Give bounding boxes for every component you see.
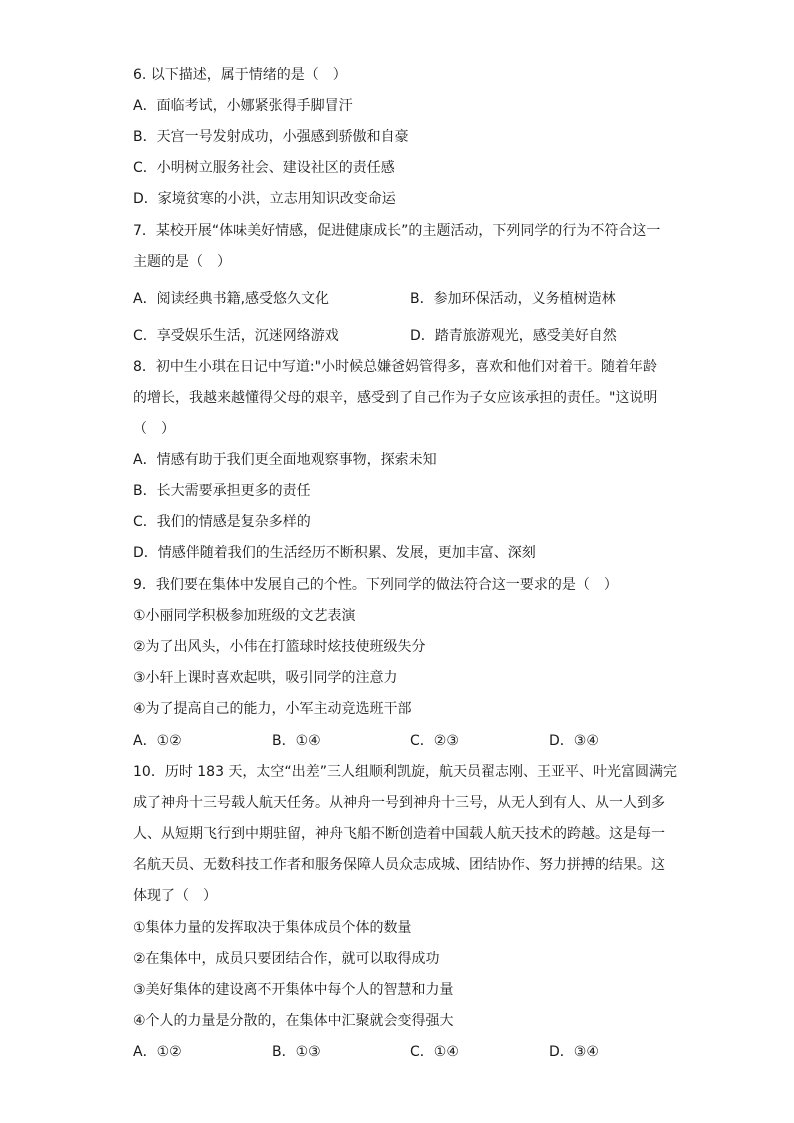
question-9-option-a: A．①② xyxy=(133,733,182,749)
question-10-stem-line-3: 人、从短期飞行到中期驻留，神舟飞船不断创造着中国载人航天技术的跨越。这是每一 xyxy=(133,826,665,842)
question-7-option-b: B．参加环保活动，义务植树造林 xyxy=(410,291,616,307)
question-10-item-4: ④个人的力量是分散的，在集体中汇聚就会变得强大 xyxy=(133,1013,454,1029)
question-10-option-a: A．①② xyxy=(133,1044,182,1060)
question-8-stem-line-2: 的增长，我越来越懂得父母的艰辛，感受到了自己作为子女应该承担的责任。"这说明 xyxy=(133,390,658,406)
question-10-option-b: B．①③ xyxy=(272,1044,321,1060)
question-6-option-d: D．家境贫寒的小洪，立志用知识改变命运 xyxy=(133,191,396,207)
question-9-item-1: ①小丽同学积极参加班级的文艺表演 xyxy=(133,608,356,624)
question-8-stem-line-3: （ ） xyxy=(133,421,175,437)
question-7-stem-line-1: 7．某校开展“体味美好情感，促进健康成长”的主题活动，下列同学的行为不符合这一 xyxy=(133,223,661,239)
question-10-stem-line-5: 体现了（ ） xyxy=(133,888,217,904)
question-7-option-c: C．享受娱乐生活，沉迷网络游戏 xyxy=(133,328,339,344)
question-7-option-d: D．踏青旅游观光，感受美好自然 xyxy=(410,328,617,344)
question-9-item-3: ③小轩上课时喜欢起哄，吸引同学的注意力 xyxy=(133,670,398,686)
question-8-stem-line-1: 8．初中生小琪在日记中写道:"小时候总嫌爸妈管得多，喜欢和他们对着干。随着年龄 xyxy=(133,359,658,375)
question-10-option-c: C．①④ xyxy=(410,1044,459,1060)
question-9-option-d: D．③④ xyxy=(549,733,599,749)
question-10-item-1: ①集体力量的发挥取决于集体成员个体的数量 xyxy=(133,920,412,936)
question-10-item-2: ②在集体中，成员只要团结合作，就可以取得成功 xyxy=(133,951,440,967)
question-6-stem: 6. 以下描述，属于情绪的是（ ） xyxy=(133,67,347,83)
question-10-stem-line-1: 10．历时 183 天，太空“出差”三人组顺利凯旋，航天员翟志刚、王亚平、叶光富圆满完 xyxy=(133,764,677,780)
question-6-option-b: B．天宫一号发射成功，小强感到骄傲和自豪 xyxy=(133,129,409,145)
question-6-option-c: C．小明树立服务社会、建设社区的责任感 xyxy=(133,160,395,176)
question-8-option-b: B．长大需要承担更多的责任 xyxy=(133,483,311,499)
question-9-stem: 9．我们要在集体中发展自己的个性。下列同学的做法符合这一要求的是（ ） xyxy=(133,577,618,593)
question-6-option-a: A．面临考试，小娜紧张得手脚冒汗 xyxy=(133,98,353,114)
question-10-item-3: ③美好集体的建设离不开集体中每个人的智慧和力量 xyxy=(133,982,454,998)
question-8-option-c: C．我们的情感是复杂多样的 xyxy=(133,514,311,530)
question-10-stem-line-2: 成了神舟十三号载人航天任务。从神舟一号到神舟十三号，从无人到有人、从一人到多 xyxy=(133,795,665,811)
question-8-option-a: A．情感有助于我们更全面地观察事物，探索未知 xyxy=(133,452,437,468)
question-7-option-a: A．阅读经典书籍,感受悠久文化 xyxy=(133,291,330,307)
question-10-option-d: D．③④ xyxy=(549,1044,599,1060)
question-7-stem-line-2: 主题的是（ ） xyxy=(133,254,231,270)
question-9-item-2: ②为了出风头，小伟在打篮球时炫技使班级失分 xyxy=(133,639,426,655)
question-9-option-b: B．①④ xyxy=(272,733,321,749)
question-10-stem-line-4: 名航天员、无数科技工作者和服务保障人员众志成城、团结协作、努力拼搏的结果。这 xyxy=(133,857,665,873)
question-8-option-d: D．情感伴随着我们的生活经历不断积累、发展，更加丰富、深刻 xyxy=(133,545,536,561)
question-9-item-4: ④为了提高自己的能力，小军主动竞选班干部 xyxy=(133,701,412,717)
question-9-option-c: C．②③ xyxy=(410,733,459,749)
